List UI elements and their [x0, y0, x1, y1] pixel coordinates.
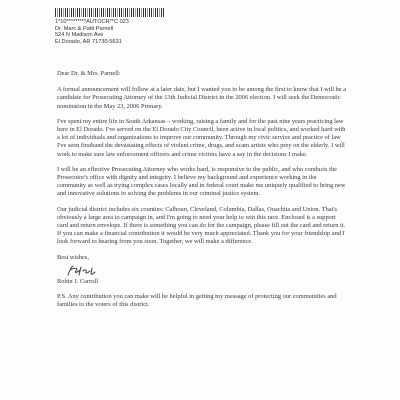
barcode-line: 1*10*********AUTOCR**C 023: [55, 19, 129, 25]
letter-body: [57, 70, 347, 316]
recipient-city: El Dorado, AR 71730-5631: [55, 38, 122, 45]
paragraph-announcement: A formal announcement will follow at a later date, but I wanted you to be among the first to know that I will be a candidate for Prosecuting Attorney of the 13th Judicial District in the 2006 election. I will seek the Democratic nomination in the May 23, 2006 Primary.: [57, 86, 347, 110]
closing: Best wishes,: [57, 253, 89, 261]
paragraph-background: I've spent my entire life in South Arkansas – working, raising a family and for the past nine years practicing law here in El Dorado. I've served on the El Dorado City Council, been active in local politics, and worked hard with a lot of individuals and organizations to improve our community. Through my civic service and practice of law I've seen firsthand the devastating effects of violent crime, drugs, and scam artists who prey on the elderly. I will work to make sure law enforcement officers and crime victims have a say in the decisions I make.: [57, 117, 346, 158]
recipient-address: [55, 19, 129, 45]
paragraph-qualifications: I will be an effective Prosecuting Attorney who works hard, is responsive to the public, and who conducts the Prosecutor's office with dignity and integrity. I believe my background and experience working in the community as well as trying complex cases locally and in federal court make me uniquely qualified to bring new and innovative solutions to solving the problems in our criminal justice system.: [57, 165, 346, 198]
recipient-name: Dr. Marc & Patti Parnell: [55, 25, 114, 32]
postscript: P.S. Any contribution you can make will be helpful in getting my message of protecting our communities and families to the voters of this district.: [57, 293, 337, 309]
postal-barcode: [55, 8, 165, 17]
salutation: Dear Dr. & Mrs. Parnell:: [57, 70, 121, 77]
recipient-street: 524 N Madison Ave: [55, 32, 104, 39]
signature-name: Robin J. Carroll: [57, 277, 99, 285]
handwritten-signature: [65, 264, 111, 278]
paragraph-district: Our judicial district includes six counties: Calhoun, Cleveland, Columbia, Dallas, Ouachita and Union. That's obviously a large area to campaign in, and I'm going to need your help to win this race. Enclosed is a support card and return envelope. If there is something you can do for the campaign, please fill out the card and return it. If you can make a financial contribution it would be very much appreciated. Thank you for your friendship and I look forward to hearing from you soon. Together, we will make a difference.: [57, 205, 346, 246]
